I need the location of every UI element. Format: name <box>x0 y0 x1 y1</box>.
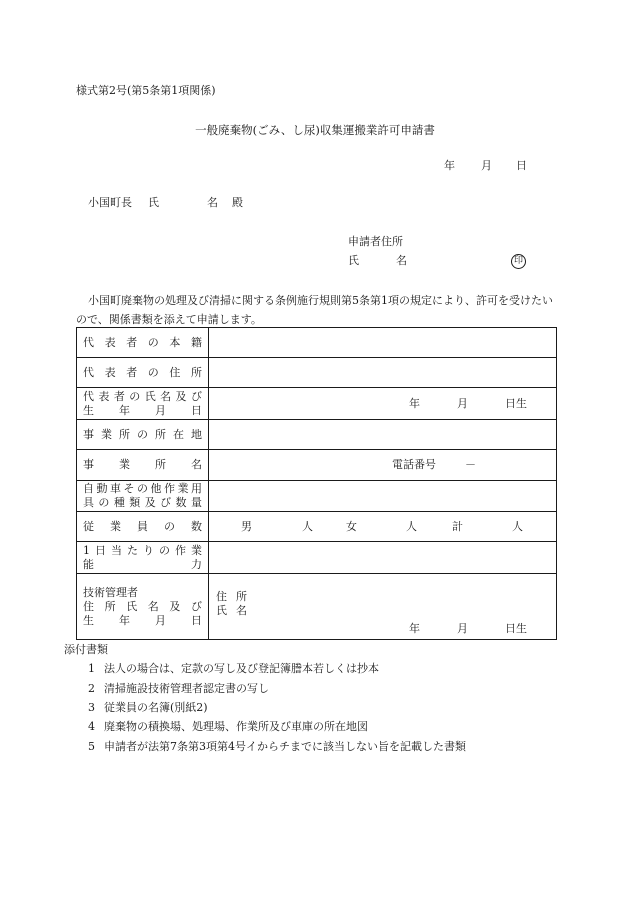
employees-total-unit: 人 <box>512 520 523 533</box>
seal-mark: 印 <box>511 254 526 269</box>
employees-male-unit: 人 <box>302 520 313 533</box>
cell-shozaichi[interactable] <box>209 420 557 450</box>
row-label-shozaichi <box>77 420 209 450</box>
label-shozaichi: 事 業 所 の 所 在 地 <box>83 427 202 441</box>
cell-jigyosho[interactable] <box>209 450 557 481</box>
attachment-item: 1 法人の場合は、定款の写し及び登記簿謄本若しくは抄本 <box>88 662 379 675</box>
row-label-vehicles <box>77 481 209 512</box>
cell-shimei[interactable] <box>209 388 557 420</box>
label-vehicles-2: 具 の 種 類 及 び 数 量 <box>83 496 202 509</box>
employees-total: 計 <box>452 520 463 533</box>
application-table <box>76 327 557 640</box>
label-capacity-1: 1 日 当 た り の 作 業 <box>83 543 202 557</box>
attachment-item: 5 申請者が法第7条第3項第4号イからチまでに該当しない旨を記載した書類 <box>88 740 466 753</box>
body-text: 小国町廃棄物の処理及び清掃に関する条例施行規則第5条第1項の規定により、許可を受けたいので、関係書類を添えて申請します。 <box>76 294 553 326</box>
date-year: 年 <box>444 159 455 172</box>
employees-male: 男 <box>241 520 252 533</box>
label-jigyosho: 事 業 所 名 <box>83 458 202 471</box>
addressee-name-suffix: 名 <box>207 196 218 209</box>
applicant-address-label: 申請者住所 <box>348 235 403 248</box>
date-month: 月 <box>481 159 492 172</box>
addressee-name-prefix: 氏 <box>148 196 159 209</box>
tech-name-label-2: 名 <box>236 604 247 617</box>
cell-employees[interactable] <box>209 512 557 542</box>
employees-female-unit: 人 <box>406 520 417 533</box>
cell-capacity[interactable] <box>209 542 557 574</box>
cell-honseki[interactable] <box>209 328 557 358</box>
attachments-heading: 添付書類 <box>64 643 108 656</box>
tech-address-label-1: 住 <box>216 590 227 603</box>
row-label-tech <box>77 574 209 640</box>
row-label-honseki <box>77 328 209 358</box>
cell-tech[interactable] <box>209 574 557 640</box>
cell-jusho[interactable] <box>209 358 557 388</box>
employees-female: 女 <box>346 520 357 533</box>
label-capacity-2: 能 力 <box>83 557 202 571</box>
addressee-mayor: 小国町長 <box>88 196 132 209</box>
label-tech-1: 技術管理者 <box>83 586 138 599</box>
label-tech-2: 住 所 氏 名 及 び <box>83 600 202 613</box>
form-number: 様式第2号(第5条第1項関係) <box>76 84 216 97</box>
tech-month: 月 <box>457 622 468 635</box>
tel-label: 電話番号 <box>392 458 436 471</box>
shimei-month: 月 <box>457 397 468 410</box>
label-jusho: 代 表 者 の 住 所 <box>83 365 202 379</box>
row-label-jigyosho <box>77 450 209 481</box>
row-label-shimei <box>77 388 209 420</box>
tech-year: 年 <box>409 622 420 635</box>
tech-name-label-1: 氏 <box>216 604 227 617</box>
row-label-employees <box>77 512 209 542</box>
label-shimei-1: 代 表 者 の 氏 名 及 び <box>83 389 202 403</box>
applicant-name-first: 氏 <box>348 254 359 267</box>
attachment-item: 3 従業員の名簿(別紙2) <box>88 701 208 714</box>
row-label-capacity <box>77 542 209 574</box>
page-title: 一般廃棄物(ごみ、し尿)収集運搬業許可申請書 <box>195 123 435 137</box>
shimei-birth: 日生 <box>505 397 527 410</box>
applicant-name-second: 名 <box>396 254 407 267</box>
label-tech-3: 生 年 月 日 <box>83 614 202 627</box>
shimei-year: 年 <box>409 397 420 410</box>
label-shimei-2: 生 年 月 日 <box>83 403 202 417</box>
tech-birth: 日生 <box>505 622 527 635</box>
attachment-item: 4 廃棄物の積換場、処理場、作業所及び車庫の所在地図 <box>88 720 368 733</box>
tech-address-label-2: 所 <box>236 590 247 603</box>
attachment-item: 2 清掃施設技術管理者認定書の写し <box>88 682 269 695</box>
row-label-jusho <box>77 358 209 388</box>
cell-vehicles[interactable] <box>209 481 557 512</box>
label-vehicles-1: 自 動 車 そ の 他 作 業 用 <box>83 482 202 495</box>
tel-separator: － <box>465 458 476 471</box>
addressee-honorific: 殿 <box>232 196 243 209</box>
date-day: 日 <box>516 159 527 172</box>
label-employees: 従 業 員 の 数 <box>83 519 202 533</box>
label-honseki: 代 表 者 の 本 籍 <box>83 335 202 349</box>
